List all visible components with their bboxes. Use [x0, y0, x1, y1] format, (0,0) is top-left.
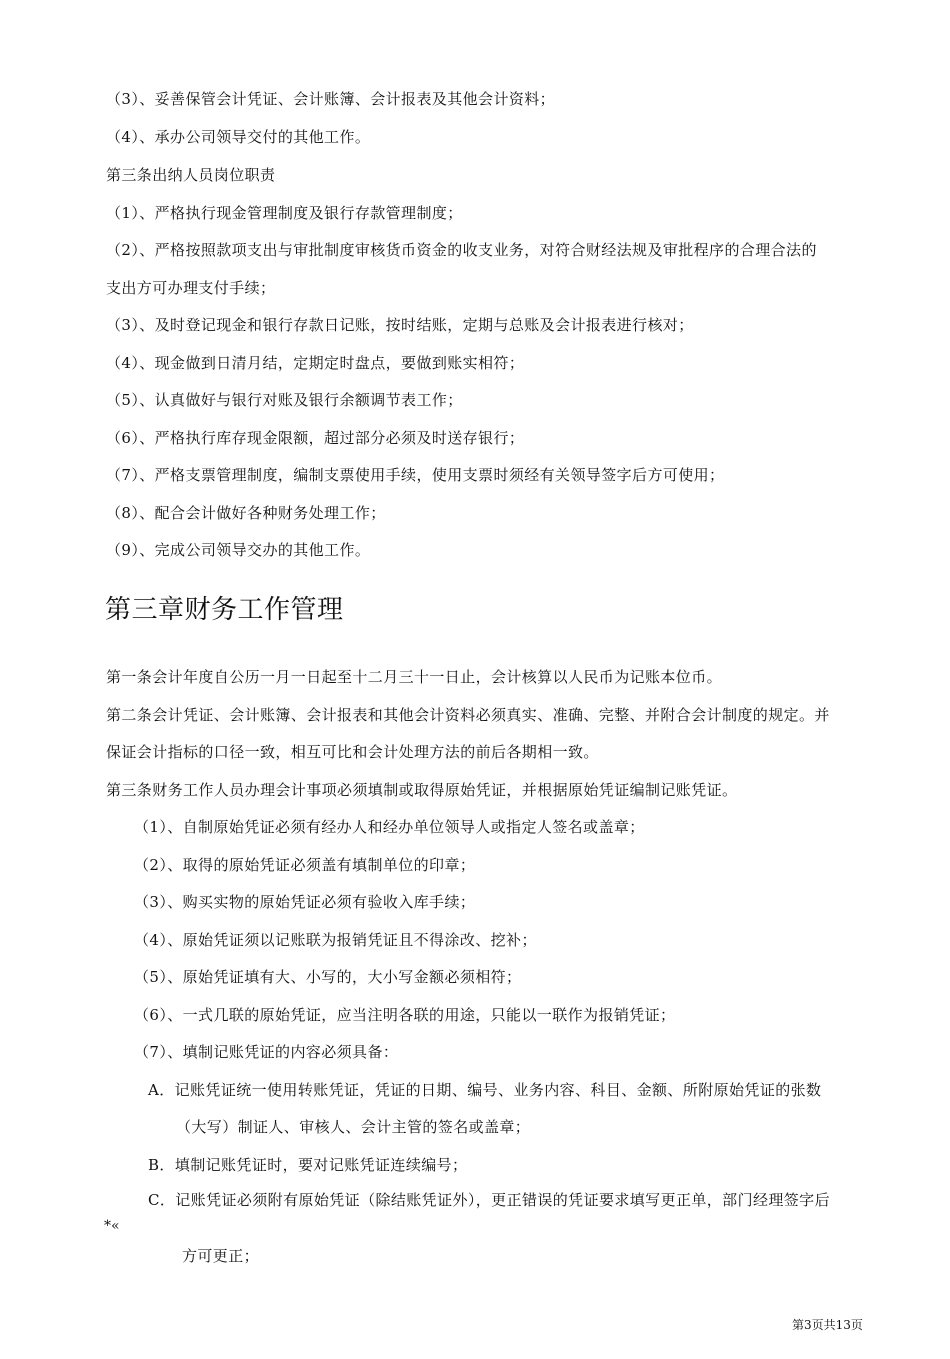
paragraph-line: （4）、现金做到日清月结，定期定时盘点，要做到账实相符； — [106, 354, 525, 372]
paragraph-line: 第三条财务工作人员办理会计事项必须填制或取得原始凭证，并根据原始凭证编制记账凭证。 — [106, 781, 738, 799]
paragraph-line: （9）、完成公司领导交办的其他工作。 — [106, 541, 371, 559]
paragraph-line: （4）、承办公司领导交付的其他工作。 — [106, 128, 371, 146]
paragraph-line: （7）、严格支票管理制度，编制支票使用手续，使用支票时须经有关领导签字后方可使用； — [106, 466, 725, 484]
list-item-a-continued: （大写）制证人、审核人、会计主管的签名或盖章； — [176, 1118, 531, 1136]
paragraph-line: 第二条会计凭证、会计账簿、会计报表和其他会计资料必须真实、准确、完整、并附合会计制度的规定。并 — [106, 706, 830, 724]
paragraph-line: （3）、购买实物的原始凭证必须有验收入库手续； — [134, 893, 476, 911]
list-item-a: A．记账凭证统一使用转账凭证，凭证的日期、编号、业务内容、科目、金额、所附原始凭证的张数 — [148, 1081, 822, 1099]
paragraph-line: （1）、自制原始凭证必须有经办人和经办单位领导人或指定人签名或盖章； — [134, 818, 645, 836]
paragraph-line: 保证会计指标的口径一致，相互可比和会计处理方法的前后各期相一致。 — [106, 743, 599, 761]
list-item-c: C．记账凭证必须附有原始凭证（除结账凭证外），更正错误的凭证要求填写更正单，部门经理签字后 — [148, 1191, 830, 1209]
list-item-c-continued: 方可更正； — [182, 1247, 260, 1265]
paragraph-line: （5）、原始凭证填有大、小写的，大小写金额必须相符； — [134, 968, 522, 986]
paragraph-line: （2）、严格按照款项支出与审批制度审核货币资金的收支业务，对符合财经法规及审批程序的合理合法的 — [106, 241, 817, 259]
paragraph-line: 第一条会计年度自公历一月一日起至十二月三十一日止，会计核算以人民币为记账本位币。 — [106, 668, 723, 686]
paragraph-line: （4）、原始凭证须以记账联为报销凭证且不得涂改、挖补； — [134, 931, 537, 949]
paragraph-line: 支出方可办理支付手续； — [106, 279, 276, 297]
paragraph-line: （6）、严格执行库存现金限额，超过部分必须及时送存银行； — [106, 429, 525, 447]
page-number: 第3页共13页 — [792, 1318, 863, 1332]
paragraph-line: （3）、妥善保管会计凭证、会计账簿、会计报表及其他会计资料； — [106, 90, 556, 108]
list-item-b: B．填制记账凭证时，要对记账凭证连续编号； — [148, 1156, 468, 1174]
section-title: 第三条出纳人员岗位职责 — [106, 166, 276, 184]
paragraph-line: （7）、填制记账凭证的内容必须具备： — [134, 1043, 399, 1061]
chapter-heading: 第三章财务工作管理 — [105, 595, 344, 625]
margin-mark: *« — [104, 1218, 120, 1234]
paragraph-line: （5）、认真做好与银行对账及银行余额调节表工作； — [106, 391, 463, 409]
paragraph-line: （2）、取得的原始凭证必须盖有填制单位的印章； — [134, 856, 476, 874]
paragraph-line: （1）、严格执行现金管理制度及银行存款管理制度； — [106, 204, 463, 222]
paragraph-line: （6）、一式几联的原始凭证，应当注明各联的用途，只能以一联作为报销凭证； — [134, 1006, 676, 1024]
paragraph-line: （3）、及时登记现金和银行存款日记账，按时结账，定期与总账及会计报表进行核对； — [106, 316, 694, 334]
paragraph-line: （8）、配合会计做好各种财务处理工作； — [106, 504, 386, 522]
